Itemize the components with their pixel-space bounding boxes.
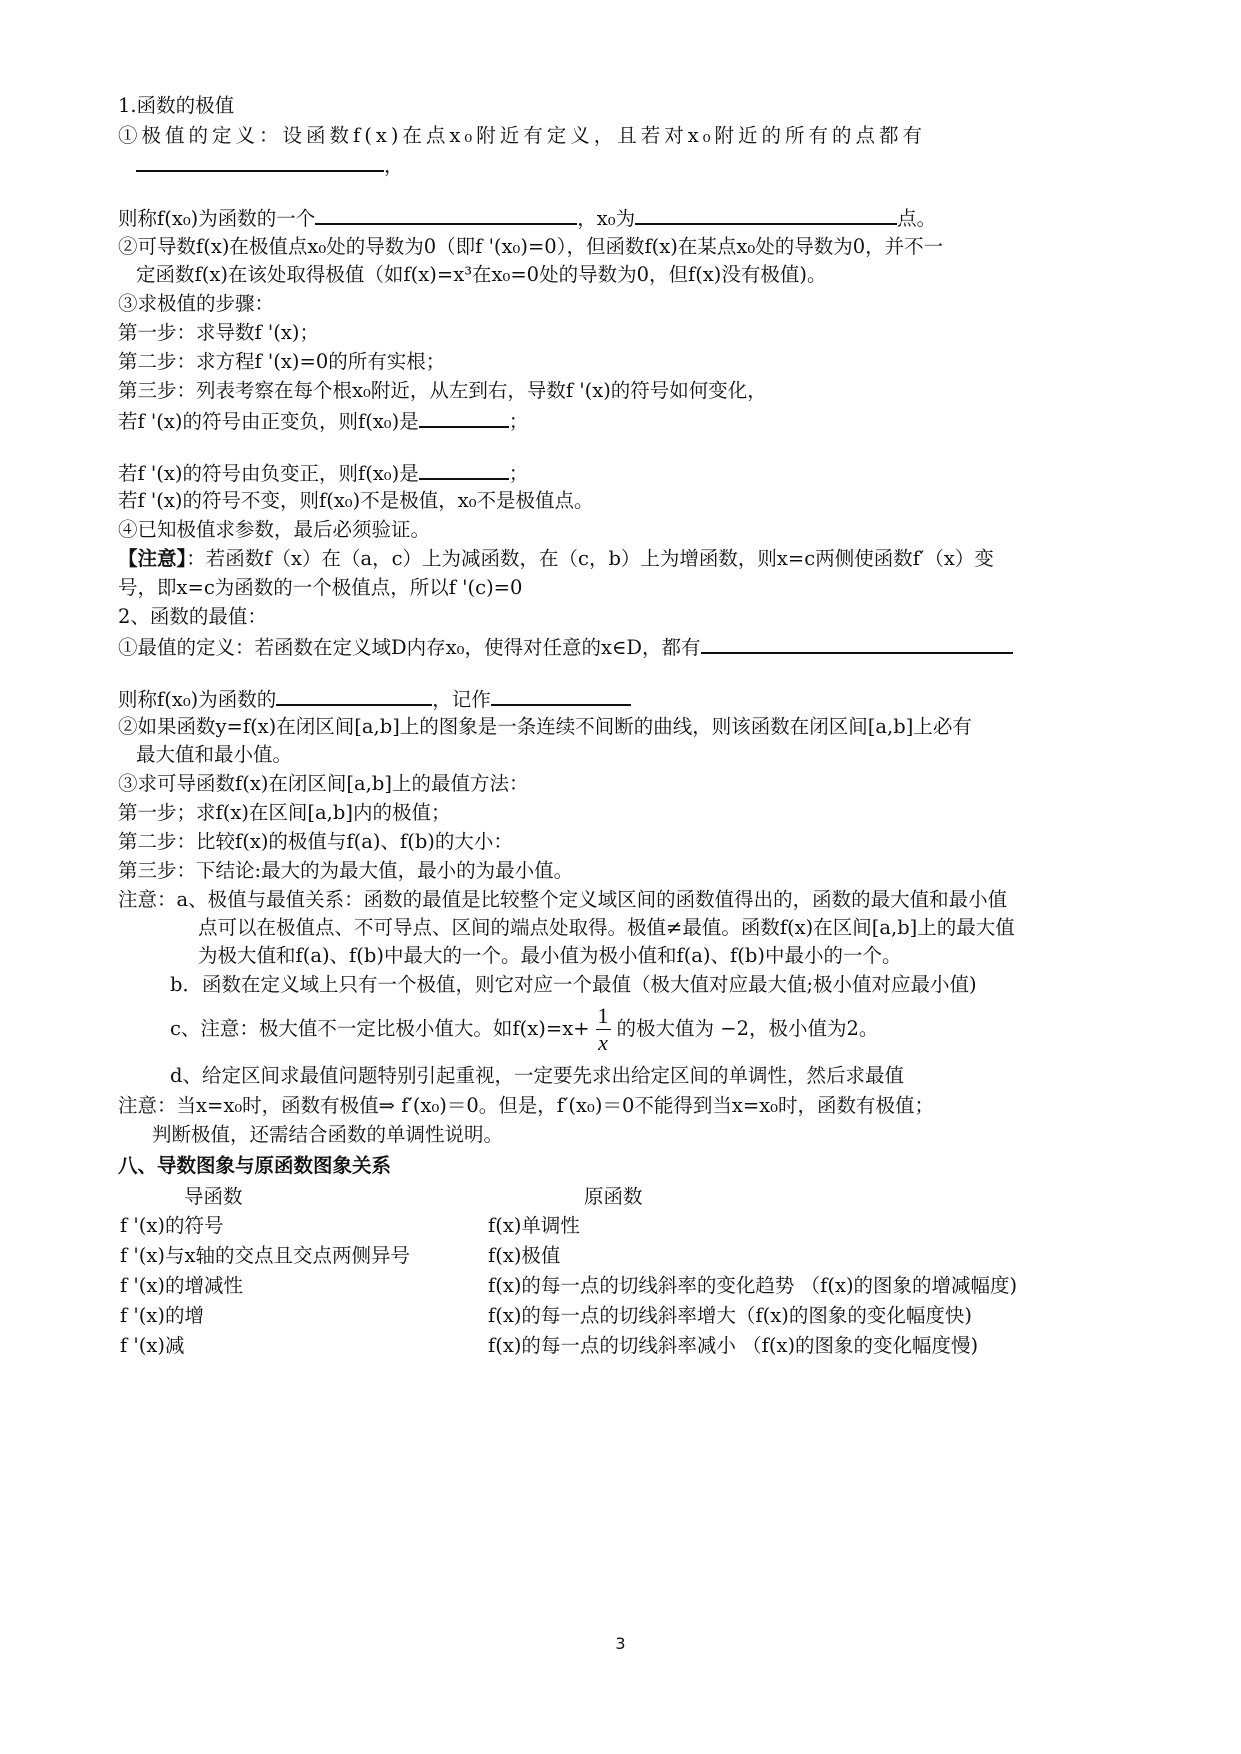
note-extremum-line-1: 注意：当x=x₀时，函数有极值⇒ f′(x₀)＝0。但是，f′(x₀)＝0不能得到当x=x₀时，函数有极值； [118,1094,935,1117]
table-cell-right: f(x)极值 [488,1244,561,1267]
extremum-name-line [118,203,1128,233]
note-c-line [170,1000,1180,1058]
note-extremum-line-2: 判断极值，还需结合函数的单调性说明。 [152,1123,504,1146]
no-extremum-line: 若f '(x)的符号不变，则f(x₀)不是极值，x₀不是极值点。 [118,489,594,512]
text: 则称f(x₀)为函数的 [118,688,277,711]
text: 若f '(x)的符号由正变负，则f(x₀)是 [118,410,419,433]
note-a-line-1: 注意：a、极值与最值关系：函数的最值是比较整个定义域区间的函数值得出的，函数的最大值和最小值 [118,888,1008,911]
text: 则称f(x₀)为函数的一个 [118,207,316,230]
max-method-heading: ③求可导函数f(x)在闭区间[a,b]上的最值方法： [118,772,529,795]
min-condition-line [118,458,1128,488]
table-cell-right: f(x)的每一点的切线斜率的变化趋势 （f(x)的图象的增减幅度) [488,1274,1018,1297]
table-row [0,1332,1241,1362]
table-header [0,1183,1241,1213]
text: 若f '(x)的符号由负变正，则f(x₀)是 [118,462,419,485]
text: c、注意：极大值不一定比极小值大。如f(x)=x+ [170,1017,590,1040]
section-2-title: 2、函数的最值： [118,605,267,628]
table-cell-left: f '(x)的增 [120,1304,204,1327]
table-cell-left: f '(x)与x轴的交点且交点两侧异号 [120,1244,410,1267]
table-cell-left: f '(x)的符号 [120,1214,224,1237]
steps-heading: ③求极值的步骤： [118,292,275,315]
fraction [596,1003,611,1056]
table-row [0,1302,1241,1332]
continuity-line-2: 最大值和最小值。 [136,743,293,766]
table-cell-left: f '(x)的增减性 [120,1274,243,1297]
answer-blank [701,632,1013,654]
table-row [0,1242,1241,1272]
answer-blank [419,458,509,480]
step-2: 第二步：求方程f '(x)=0的所有实根； [118,350,446,373]
max-step-3: 第三步：下结论:最大的为最大值，最小的为最小值。 [118,859,574,882]
step-3: 第三步：列表考察在每个根x₀附近，从左到右，导数f '(x)的符号如何变化， [118,379,767,402]
table-cell-right: f(x)单调性 [488,1214,580,1237]
answer-blank [276,684,432,706]
text: ，x₀为 [577,207,636,230]
max-step-2: 第二步：比较f(x)的极值与f(a)、f(b)的大小： [118,830,513,853]
fraction-numerator: 1 [597,1003,609,1028]
step-1: 第一步：求导数f '(x)； [118,321,319,344]
table-header-right: 原函数 [584,1185,643,1208]
table-row [0,1212,1241,1242]
derivative-note-line-1: ②可导数f(x)在极值点x₀处的导数为0（即f '(x₀)=0），但函数f(x)在某点x₀处的导数为0，并不一 [118,235,944,258]
text: 的极大值为 −2，极小值为2。 [616,1017,879,1040]
text: ：若函数f（x）在（a，c）上为减函数，在（c，b）上为增函数，则x=c两侧使函数f′（x）变 [186,547,994,570]
text: ，记作 [432,688,491,711]
text: ①最值的定义：若函数在定义域D内存x₀，使得对任意的x∈D，都有 [118,636,701,659]
page-number: 3 [615,1634,626,1653]
note-d-line: d、给定区间求最值问题特别引起重视，一定要先求出给定区间的单调性，然后求最值 [170,1064,904,1087]
fraction-denominator: x [598,1030,608,1055]
note-a-line-2: 点可以在极值点、不可导点、区间的端点处取得。极值≠最值。函数f(x)在区间[a,b]上的最大值 [198,916,1015,939]
section-1-title: 1.函数的极值 [118,94,235,117]
answer-blank [635,203,897,225]
extremum-definition-line: ①极值的定义：设函数f(x)在点x₀附近有定义，且若对x₀附近的所有的点都有 [118,124,927,147]
max-step-1: 第一步；求f(x)在区间[a,b]内的极值； [118,801,451,824]
table-cell-right: f(x)的每一点的切线斜率增大（f(x)的图象的变化幅度快) [488,1304,972,1327]
table-header-left: 导函数 [184,1185,243,1208]
table-row [0,1272,1241,1302]
max-condition-line [118,406,1128,436]
answer-blank [419,406,509,428]
text: ； [508,410,529,433]
table-cell-left: f '(x)减 [120,1334,185,1357]
extremum-definition-blank-line [136,150,1146,180]
note-line-1 [118,545,1128,573]
note-b-line: b．函数在定义域上只有一个极值，则它对应一个最值（极大值对应最大值;极小值对应最小值) [170,973,977,996]
derivative-note-line-2: 定函数f(x)在该处取得极值（如f(x)=x³在x₀=0处的导数为0，但f(x)没有极值)。 [136,263,827,286]
note-line-2: 号，即x=c为函数的一个极值点，所以f '(c)=0 [118,576,523,599]
answer-blank [136,150,384,172]
text: 点。 [897,207,937,230]
answer-blank [491,684,631,706]
text: ； [508,462,529,485]
verify-line: ④已知极值求参数，最后必须验证。 [118,518,431,541]
maximum-name-line [118,684,1128,714]
note-tag: 【注意】 [118,547,187,570]
answer-blank [315,203,577,225]
punct: ， [384,154,404,177]
table-cell-right: f(x)的每一点的切线斜率减小 （f(x)的图象的变化幅度慢) [488,1334,979,1357]
maximum-definition-line [118,632,1128,662]
continuity-line-1: ②如果函数y=f(x)在闭区间[a,b]上的图象是一条连续不间断的曲线，则该函数在闭区间[a,b]上必有 [118,715,972,738]
note-a-line-3: 为极大值和f(a)、f(b)中最大的一个。最小值为极小值和f(a)、f(b)中最小的一个。 [198,944,902,967]
section-8-title: 八、导数图象与原函数图象关系 [118,1154,392,1177]
